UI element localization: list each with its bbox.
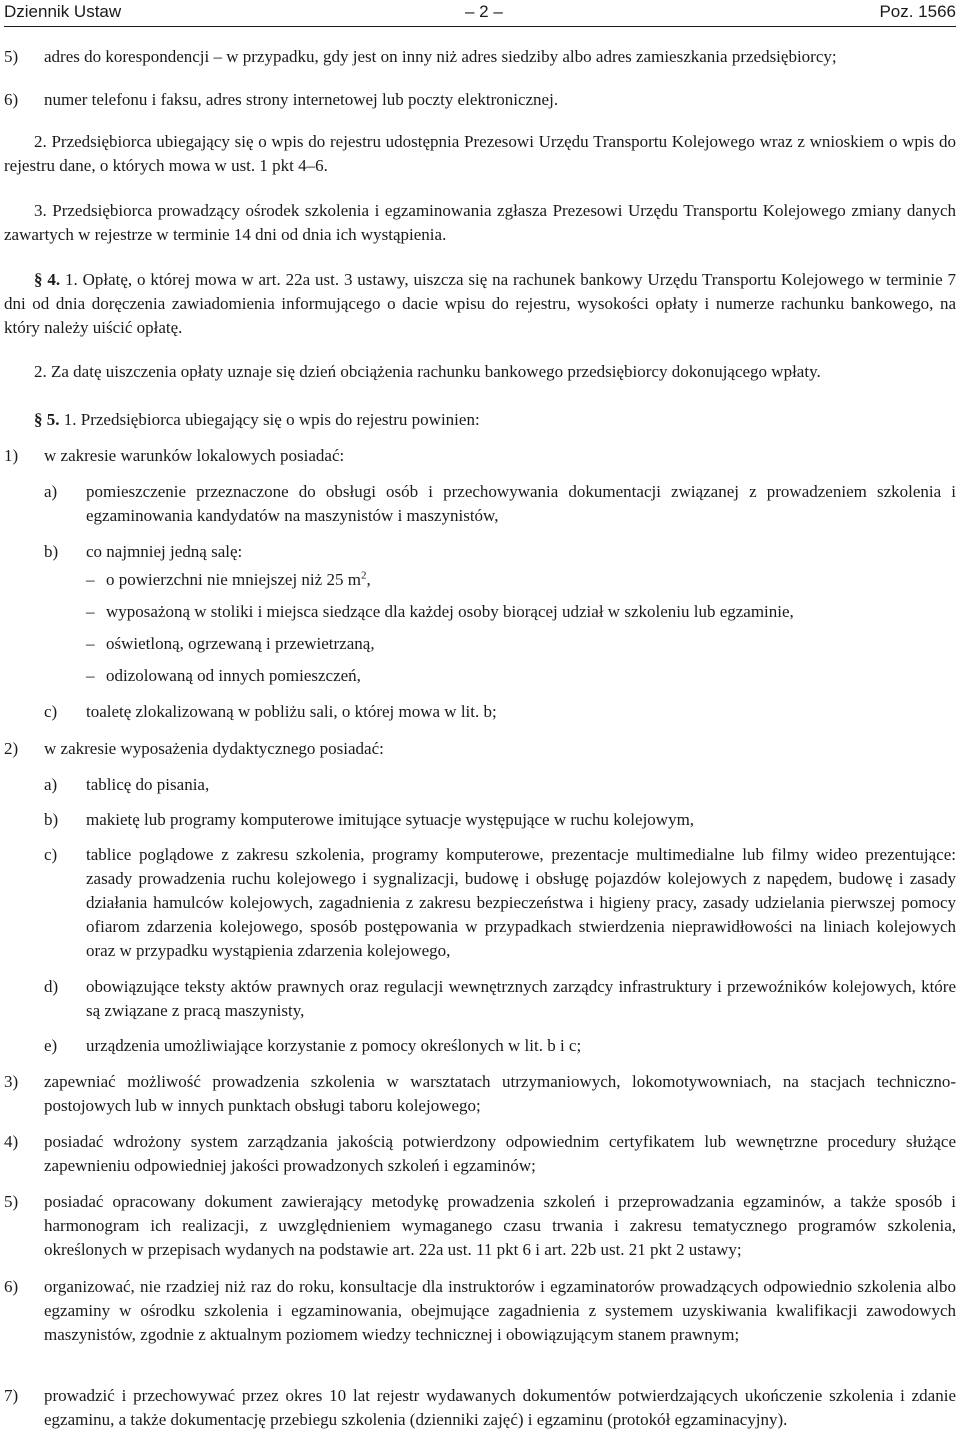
point-text: posiadać wdrożony system zarządzania jakością potwierdzony odpowiednim certyfikatem lub wewnętrzne procedury służące zapewnieniu odpowiedniej jakości prowadzonych szkoleń i egzaminów; [44, 1132, 956, 1175]
letter-text: co najmniej jedną salę: [86, 542, 243, 561]
page-header [0, 0, 960, 26]
section-sign-4: § 4. [34, 270, 61, 289]
dash-text: oświetloną, ogrzewaną i przewietrzaną, [106, 634, 375, 653]
item-text: adres do korespondencji – w przypadku, gdy jest on inny niż adres siedziby albo adres zamieszkania przedsiębiorcy; [44, 47, 837, 66]
item-number: 6) [4, 90, 19, 109]
paragraph-ust-2: 2. Przedsiębiorca ubiegający się o wpis do rejestru udostępnia Prezesowi Urzędu Transportu Kolejowego wraz z wnioskiem o wpis do rejestru dane, o których mowa w ust. 1 pkt 4–6. [4, 132, 956, 175]
letter-label: a) [44, 775, 58, 794]
paragraph-section-4-ust-2: 2. Za datę uiszczenia opłaty uznaje się dzień obciążenia rachunku bankowego przedsiębiorcy dokonującego wpłaty. [34, 362, 821, 381]
point-text: w zakresie warunków lokalowych posiadać: [44, 446, 345, 465]
header-divider [4, 26, 956, 27]
point-number: 5) [4, 1192, 19, 1211]
point-text: organizować, nie rzadziej niż raz do roku, konsultacje dla instruktorów i egzaminatorów prowadzących odpowiednio szkolenia albo egzaminy w ośrodku szkolenia i egzaminowania, obejmujące zagadnienia z systemem uzyskiwania kwalifikacji zawodowych maszynistów, zgodnie z aktualnym poziomem wiedzy technicznej i obowiązującym stanem prawnym; [44, 1277, 956, 1344]
page-number: – 2 – [465, 2, 503, 21]
point-number: 4) [4, 1132, 19, 1151]
paragraph-ust-3: 3. Przedsiębiorca prowadzący ośrodek szkolenia i egzaminowania zgłasza Prezesowi Urzędu Transportu Kolejowego zmiany danych zawartych w rejestrze w terminie 14 dni od dnia ich wystąpienia. [4, 201, 956, 244]
letter-text: urządzenia umożliwiające korzystanie z pomocy określonych w lit. b i c; [86, 1036, 582, 1055]
area-text-end: , [366, 570, 371, 589]
dash-bullet: – [86, 666, 95, 685]
paragraph-section-4 [4, 268, 956, 340]
point-number: 3) [4, 1072, 19, 1091]
section-5-text: 1. Przedsiębiorca ubiegający się o wpis do rejestru powinien: [63, 410, 480, 429]
journal-title: Dziennik Ustaw [4, 2, 122, 21]
dash-text [106, 568, 956, 592]
dash-bullet: – [86, 602, 95, 621]
letter-text: pomieszczenie przeznaczone do obsługi osób i przechowywania dokumentacji związanej z prowadzeniem szkolenia i egzaminowania kandydatów na maszynistów i maszynistów, [86, 482, 956, 525]
point-text: w zakresie wyposażenia dydaktycznego posiadać: [44, 739, 384, 758]
dash-bullet: – [86, 634, 95, 653]
position-number: Poz. 1566 [879, 2, 956, 21]
section-4-text: 1. Opłatę, o której mowa w art. 22a ust. 3 ustawy, uiszcza się na rachunek bankowy Urzędu Transportu Kolejowego w terminie 7 dni od dnia doręczenia zawiadomienia informującego o dacie wpisu do rejestru, wysokości opłaty i numerze rachunku bankowego, na który należy uiścić opłatę. [4, 270, 956, 337]
item-text: numer telefonu i faksu, adres strony internetowej lub poczty elektronicznej. [44, 90, 559, 109]
letter-text: toaletę zlokalizowaną w pobliżu sali, o której mowa w lit. b; [86, 702, 497, 721]
letter-text: makietę lub programy komputerowe imitujące sytuacje występujące w ruchu kolejowym, [86, 810, 695, 829]
point-text: prowadzić i przechowywać przez okres 10 lat rejestr wydawanych dokumentów potwierdzających ukończenie szkolenia i zdanie egzaminu, a także dokumentację przebiegu szkolenia (dzienniki zajęć) i egzaminu (protokół egzaminacyjny). [44, 1386, 956, 1429]
dash-bullet: – [86, 570, 95, 589]
superscript: 2 [360, 569, 367, 582]
section-sign-5: § 5. [34, 410, 60, 429]
item-number: 5) [4, 47, 19, 66]
point-text: posiadać opracowany dokument zawierający metodykę prowadzenia szkoleń i przeprowadzania egzaminów, a także sposób i harmonogram ich realizacji, z uwzględnieniem wymaganego czasu trwania i zakresu tematycznego programów szkolenia, określonych w przepisach wydanych na podstawie art. 22a ust. 11 pkt 6 i art. 22b ust. 21 pkt 2 ustawy; [44, 1192, 956, 1259]
area-text: o powierzchni nie mniejszej niż 25 m [106, 570, 361, 589]
letter-label: b) [44, 542, 59, 561]
point-text: zapewniać możliwość prowadzenia szkolenia w warsztatach utrzymaniowych, lokomotywowniach, na stacjach techniczno-postojowych lub w innych punktach obsługi taboru kolejowego; [44, 1072, 956, 1115]
letter-label: c) [44, 702, 58, 721]
point-number: 7) [4, 1386, 19, 1405]
letter-label: d) [44, 977, 59, 996]
letter-text: tablicę do pisania, [86, 775, 210, 794]
letter-label: b) [44, 810, 59, 829]
paragraph-section-5 [4, 408, 956, 432]
point-number: 1) [4, 446, 19, 465]
letter-label: a) [44, 482, 58, 501]
letter-text: obowiązujące teksty aktów prawnych oraz regulacji wewnętrznych zarządcy infrastruktury i przewoźników kolejowych, które są związane z pracą maszynisty, [86, 977, 956, 1020]
letter-text: tablice poglądowe z zakresu szkolenia, programy komputerowe, prezentacje multimedialne lub filmy wideo prezentujące: zasady prowadzenia ruchu kolejowego i sygnalizacji, budowę i obsługę pojazdów kolejowych z napędem, budowę i zasady działania hamulców kolejowych, zagadnienia z zakresu bezpieczeństwa i higieny pracy, zasady udzielania pierwszej pomocy ofiarom zdarzenia kolejowego, sposób postępowania w przypadkach stwierdzenia nieprawidłowości na liniach kolejowych oraz w przypadku wystąpienia zdarzenia kolejowego, [86, 845, 956, 960]
dash-text: wyposażoną w stoliki i miejsca siedzące dla każdej osoby biorącej udział w szkoleniu lub egzaminie, [106, 602, 794, 621]
letter-label: c) [44, 845, 58, 864]
point-number: 2) [4, 739, 19, 758]
point-number: 6) [4, 1277, 19, 1296]
dash-text: odizolowaną od innych pomieszczeń, [106, 666, 361, 685]
letter-label: e) [44, 1036, 58, 1055]
